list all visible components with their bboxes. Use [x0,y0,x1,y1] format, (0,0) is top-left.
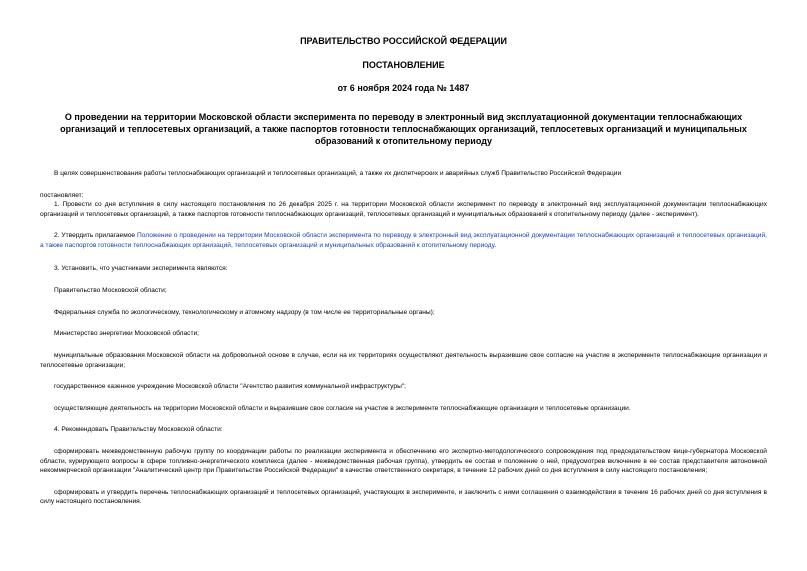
participant-4: муниципальные образования Московской области на добровольной основе в случае, если на их территориях осуществляют деятельность выразившие свое согласие на участие в эксперименте теплоснабжающие организации и теплосетевые организации; [40,351,767,369]
regulation-link[interactable]: Положение о проведении на территории Московской области эксперимента по переводу в электронный вид эксплуатационной документации теплоснабжающих организаций и теплосетевых организаций, а также паспортов готовности теплоснабжающих организаций, теплосетевых организаций и муниципальных образований к отопительному периоду [40,232,767,249]
item-1: 1. Провести со дня вступления в силу настоящего постановления по 26 декабря 2025 г. на территории Московской области эксперимент по переводу в электронный вид эксплуатационной документации теплоснабжающих организаций и теплосетевых организаций, а также паспортов готовности теплоснабжающих организаций, теплосетевых организаций и муниципальных образований к отопительному периоду (далее - эксперимент). [40,201,767,218]
participant-6: осуществляющие деятельность на территории Московской области и выразившие свое согласие на участие в эксперименте теплоснабжающие организации и теплосетевые организации. [54,404,631,412]
item-2-suffix: . [494,241,497,249]
government-name: ПРАВИТЕЛЬСТВО РОССИЙСКОЙ ФЕДЕРАЦИИ [300,36,507,46]
item-4: 4. Рекомендовать Правительству Московской области: [54,426,223,434]
item-3: 3. Установить, что участниками эксперимента являются: [54,264,228,272]
decree-word: постановляет: [40,191,84,199]
document-type: ПОСТАНОВЛЕНИЕ [362,60,445,70]
participant-3: Министерство энергетики Московской области; [54,330,199,338]
participant-2: Федеральная служба по экологическому, технологическому и атомному надзору (в том числе ее территориальные органы); [54,308,435,316]
intro-paragraph: В целях совершенствования работы теплоснабжающих организаций и теплосетевых организаций, а также их диспетчерских и аварийных служб Правительство Российской Федерации [54,170,622,177]
recommendation-2: сформировать и утвердить перечень теплоснабжающих организаций и теплосетевых организаций, участвующих в эксперименте, и заключить с ними соглашения о взаимодействии в течение 16 рабочих дней со дня вступления в силу настоящего постановления. [40,488,767,506]
participant-5: государственное казенное учреждение Московской области "Агентство развития коммунальной инфраструктуры"; [54,383,406,391]
document-title: О проведении на территории Московской области эксперимента по переводу в электронный вид эксплуатационной документации теплоснабжающих организаций и теплосетевых организаций, а также паспортов готовности теплоснабжающих организаций, теплосетевых организаций и муниципальных образований к отопительному периоду [60,112,747,146]
item-2-prefix: 2. Утвердить прилагаемое [54,232,138,240]
participant-1: Правительство Московской области; [54,287,167,295]
recommendation-1: сформировать межведомственную рабочую группу по координации работы по реализации эксперимента и обеспечению его экспертно-методологического сопровождения под председательством вице-губернатора Московской области, курирующего вопросы в сфере топливно-энергетического комплекса (далее - межведомственная рабочая группа), утвердить ее состав и положение о ней, предусмотрев включение в ее состав представителя автономной некоммерческой организации "Аналитический центр при Правительстве Российской Федерации" в качестве ответственного секретаря, в течение 12 рабочих дней со дня вступления в силу настоящего постановления; [40,447,767,475]
document-date-number: от 6 ноября 2024 года № 1487 [337,83,470,93]
item-2 [40,231,767,250]
